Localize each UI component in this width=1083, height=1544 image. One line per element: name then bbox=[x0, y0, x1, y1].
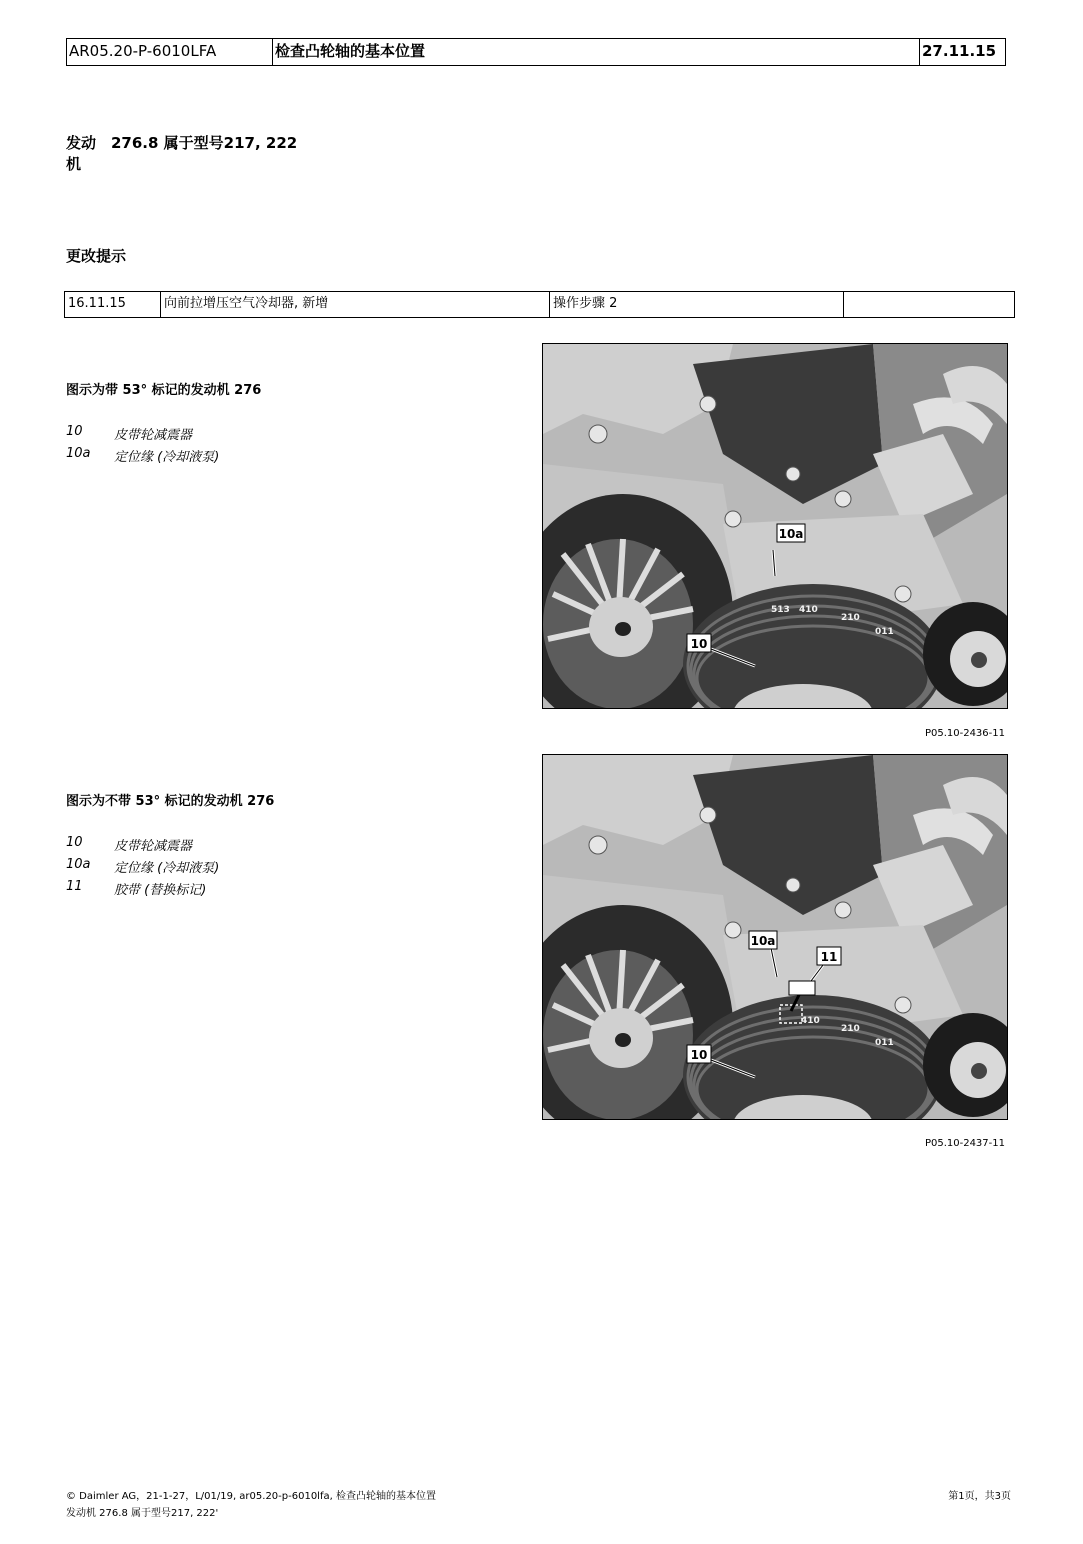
callout-11: 11 bbox=[820, 950, 838, 964]
scale-mark: 410 bbox=[801, 1016, 820, 1026]
changes-table bbox=[64, 291, 1015, 318]
footer-line-1: © Daimler AG，21-1-27，L/01/19, ar05.20-p-6010lfa, 检查凸轮轴的基本位置 bbox=[66, 1491, 436, 1502]
legend-number: 10 bbox=[66, 424, 83, 439]
legend-item bbox=[66, 835, 192, 854]
doc-id: AR05.20-P-6010LFA bbox=[67, 39, 273, 65]
scale-mark: 513 bbox=[771, 605, 790, 615]
footer-line-2: 发动机 276.8 属于型号217, 222' bbox=[66, 1508, 219, 1519]
header-table bbox=[66, 38, 1006, 66]
change-date: 16.11.15 bbox=[65, 292, 161, 317]
callout-10: 10 bbox=[690, 1048, 708, 1062]
doc-title: 检查凸轮轴的基本位置 bbox=[273, 39, 920, 65]
change-step: 操作步骤 2 bbox=[550, 292, 844, 317]
legend-item bbox=[66, 424, 192, 443]
figure-2-caption: 图示为不带 53° 标记的发动机 276 bbox=[66, 794, 275, 809]
legend-number: 11 bbox=[66, 879, 83, 894]
legend-text: 定位缘 (冷却液泵) bbox=[114, 450, 220, 465]
engine-label: 发动机 bbox=[66, 134, 97, 173]
changes-title: 更改提示 bbox=[66, 247, 127, 265]
scale-mark: 410 bbox=[799, 605, 818, 615]
doc-date: 27.11.15 bbox=[922, 42, 997, 60]
callout-10: 10 bbox=[690, 637, 708, 651]
callout-10a: 10a bbox=[750, 934, 776, 948]
figure-2-photo bbox=[542, 754, 1008, 1120]
change-description: 向前拉增压空气冷却器, 新增 bbox=[161, 292, 550, 317]
scale-mark: 210 bbox=[841, 1024, 860, 1034]
figure-1-caption: 图示为带 53° 标记的发动机 276 bbox=[66, 383, 262, 398]
scale-mark: 011 bbox=[875, 1038, 894, 1048]
figure-1-ref: P05.10-2436-11 bbox=[924, 728, 1005, 739]
engine-photo-drawing bbox=[543, 344, 1007, 708]
legend-number: 10a bbox=[66, 857, 91, 872]
engine-photo-drawing bbox=[543, 755, 1007, 1119]
page-number: 第1页，共3页 bbox=[948, 1491, 1011, 1502]
legend-number: 10a bbox=[66, 446, 91, 461]
callout-10a: 10a bbox=[778, 527, 804, 541]
legend-item bbox=[66, 446, 219, 465]
scale-mark: 011 bbox=[875, 627, 894, 637]
scale-mark: 210 bbox=[841, 613, 860, 623]
legend-text: 胶带 (替换标记) bbox=[114, 883, 207, 898]
figure-1-photo bbox=[542, 343, 1008, 709]
engine-value: 276.8 属于型号217, 222 bbox=[111, 134, 298, 152]
legend-item bbox=[66, 857, 219, 876]
legend-text: 定位缘 (冷却液泵) bbox=[114, 861, 220, 876]
change-extra bbox=[844, 292, 1014, 317]
legend-text: 皮带轮减震器 bbox=[114, 428, 193, 443]
legend-text: 皮带轮减震器 bbox=[114, 839, 193, 854]
figure-2-ref: P05.10-2437-11 bbox=[924, 1138, 1005, 1149]
legend-number: 10 bbox=[66, 835, 83, 850]
legend-item bbox=[66, 879, 206, 898]
